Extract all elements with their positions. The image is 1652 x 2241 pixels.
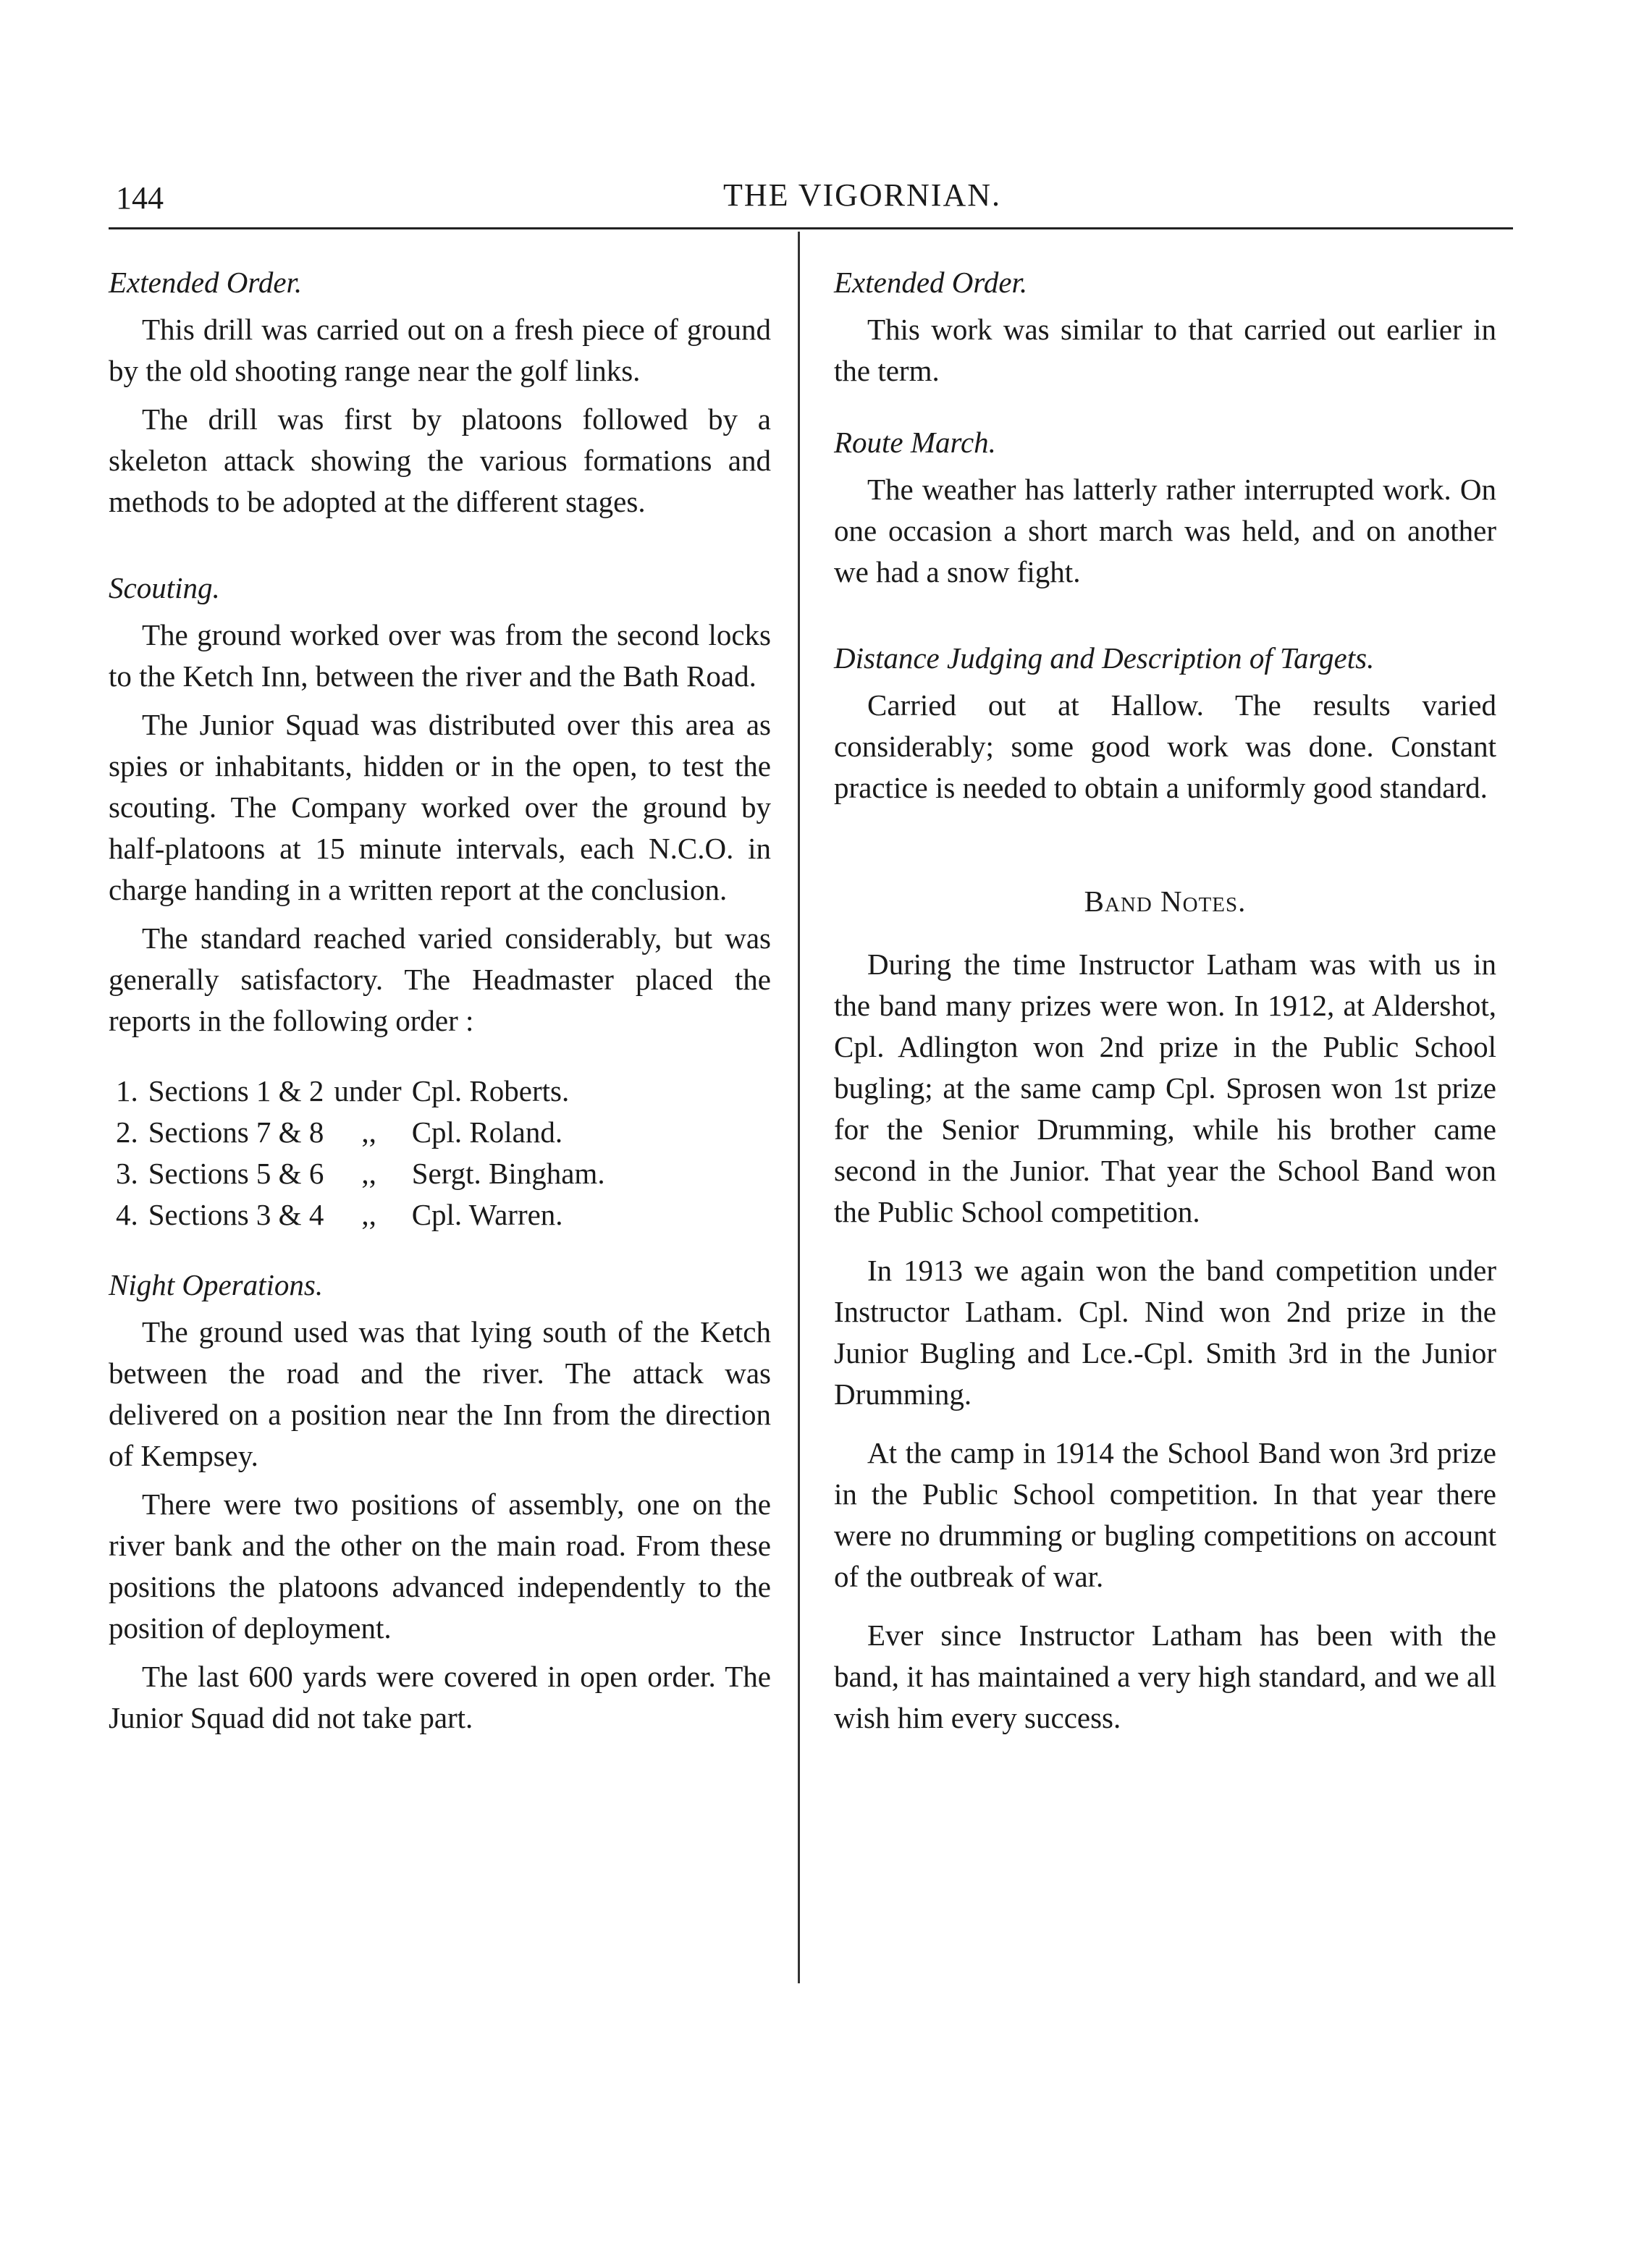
paragraph: The Junior Squad was distributed over this area as spies or inhabitants, hidden or in the open, to test the scouting. The Company worked over the ground by half-platoons at 15 minute intervals, each N.C.O. in charge handing in a written report at the conclusion.	[109, 708, 771, 906]
item-number: 2.	[116, 1115, 138, 1149]
section-heading: Extended Order.	[834, 266, 1028, 299]
item-leader: Cpl. Roland.	[411, 1115, 563, 1149]
item-under: ,,	[361, 1198, 376, 1231]
item-leader: Cpl. Warren.	[411, 1198, 563, 1231]
item-leader: Sergt. Bingham.	[411, 1157, 605, 1190]
item-sections: Sections 3 & 4	[148, 1198, 324, 1231]
column-divider	[798, 232, 800, 1983]
band-notes-heading: Band Notes.	[1084, 885, 1247, 918]
paragraph: The ground used was that lying south of the Ketch between the road and the river. The attack was delivered on a position near the Inn from the direction of Kempsey.	[109, 1315, 771, 1472]
list-item	[116, 1112, 615, 1153]
list-item	[116, 1194, 615, 1236]
section-heading: Night Operations.	[109, 1268, 324, 1301]
paragraph: This work was similar to that carried out earlier in the term.	[834, 313, 1496, 387]
right-column	[834, 253, 1496, 1739]
paragraph: During the time Instructor Latham was with us in the band many prizes were won. In 1912, at Aldershot, Cpl. Adlington won 2nd prize in the Public School bugling; at the same camp Cpl. Sprosen won 1st prize for the Senior Drumming, while his brother came second in the Junior. That year the School Band won the Public School competition.	[834, 948, 1496, 1228]
item-sections: Sections 7 & 8	[148, 1115, 324, 1149]
paragraph: In 1913 we again won the band competition under Instructor Latham. Cpl. Nind won 2nd prize in the Junior Bugling and Lce.-Cpl. Smith 3rd in the Junior Drumming.	[834, 1254, 1496, 1411]
left-column	[109, 253, 771, 1739]
page-number: 144	[116, 180, 164, 216]
item-under: under	[334, 1074, 402, 1107]
item-sections: Sections 5 & 6	[148, 1157, 324, 1190]
section-heading: Extended Order.	[109, 266, 303, 299]
paragraph: The ground worked over was from the second locks to the Ketch Inn, between the river and the Bath Road.	[109, 618, 771, 693]
paragraph: The weather has latterly rather interrupted work. On one occasion a short march was held, and on another we had a snow fight.	[834, 473, 1496, 588]
item-number: 1.	[116, 1074, 138, 1107]
header-rule	[109, 227, 1513, 229]
running-title: THE VIGORNIAN.	[722, 177, 1002, 213]
section-heading: Route March.	[834, 426, 996, 459]
item-leader: Cpl. Roberts.	[411, 1074, 570, 1107]
item-under: ,,	[361, 1157, 376, 1190]
list-item	[116, 1071, 615, 1112]
paragraph: The drill was first by platoons followed by a skeleton attack showing the various formations and methods to be adopted at the different stages.	[109, 402, 771, 518]
paragraph: Carried out at Hallow. The results varied considerably; some good work was done. Constant practice is needed to obtain a uniformly good standard.	[834, 688, 1496, 804]
list-item	[116, 1153, 615, 1194]
section-heading: Scouting.	[109, 571, 220, 604]
item-number: 3.	[116, 1157, 138, 1190]
paragraph: Ever since Instructor Latham has been with the band, it has maintained a very high standard, and we all wish him every success.	[834, 1618, 1496, 1734]
paragraph: The standard reached varied considerably, but was generally satisfactory. The Headmaster placed the reports in the following order :	[109, 921, 771, 1037]
paragraph: This drill was carried out on a fresh piece of ground by the old shooting range near the golf links.	[109, 313, 771, 387]
paragraph: The last 600 yards were covered in open order. The Junior Squad did not take part.	[109, 1660, 771, 1734]
item-sections: Sections 1 & 2	[148, 1074, 324, 1107]
report-order-list	[116, 1071, 615, 1236]
paragraph: At the camp in 1914 the School Band won 3rd prize in the Public School competition. In that year there were no drumming or bugling competitions on account of the outbreak of war.	[834, 1436, 1496, 1593]
item-number: 4.	[116, 1198, 138, 1231]
item-under: ,,	[361, 1115, 376, 1149]
paragraph: There were two positions of assembly, one on the river bank and the other on the main road. From these positions the platoons advanced independently to the position of deployment.	[109, 1487, 771, 1645]
section-heading: Distance Judging and Description of Targets.	[834, 641, 1375, 675]
